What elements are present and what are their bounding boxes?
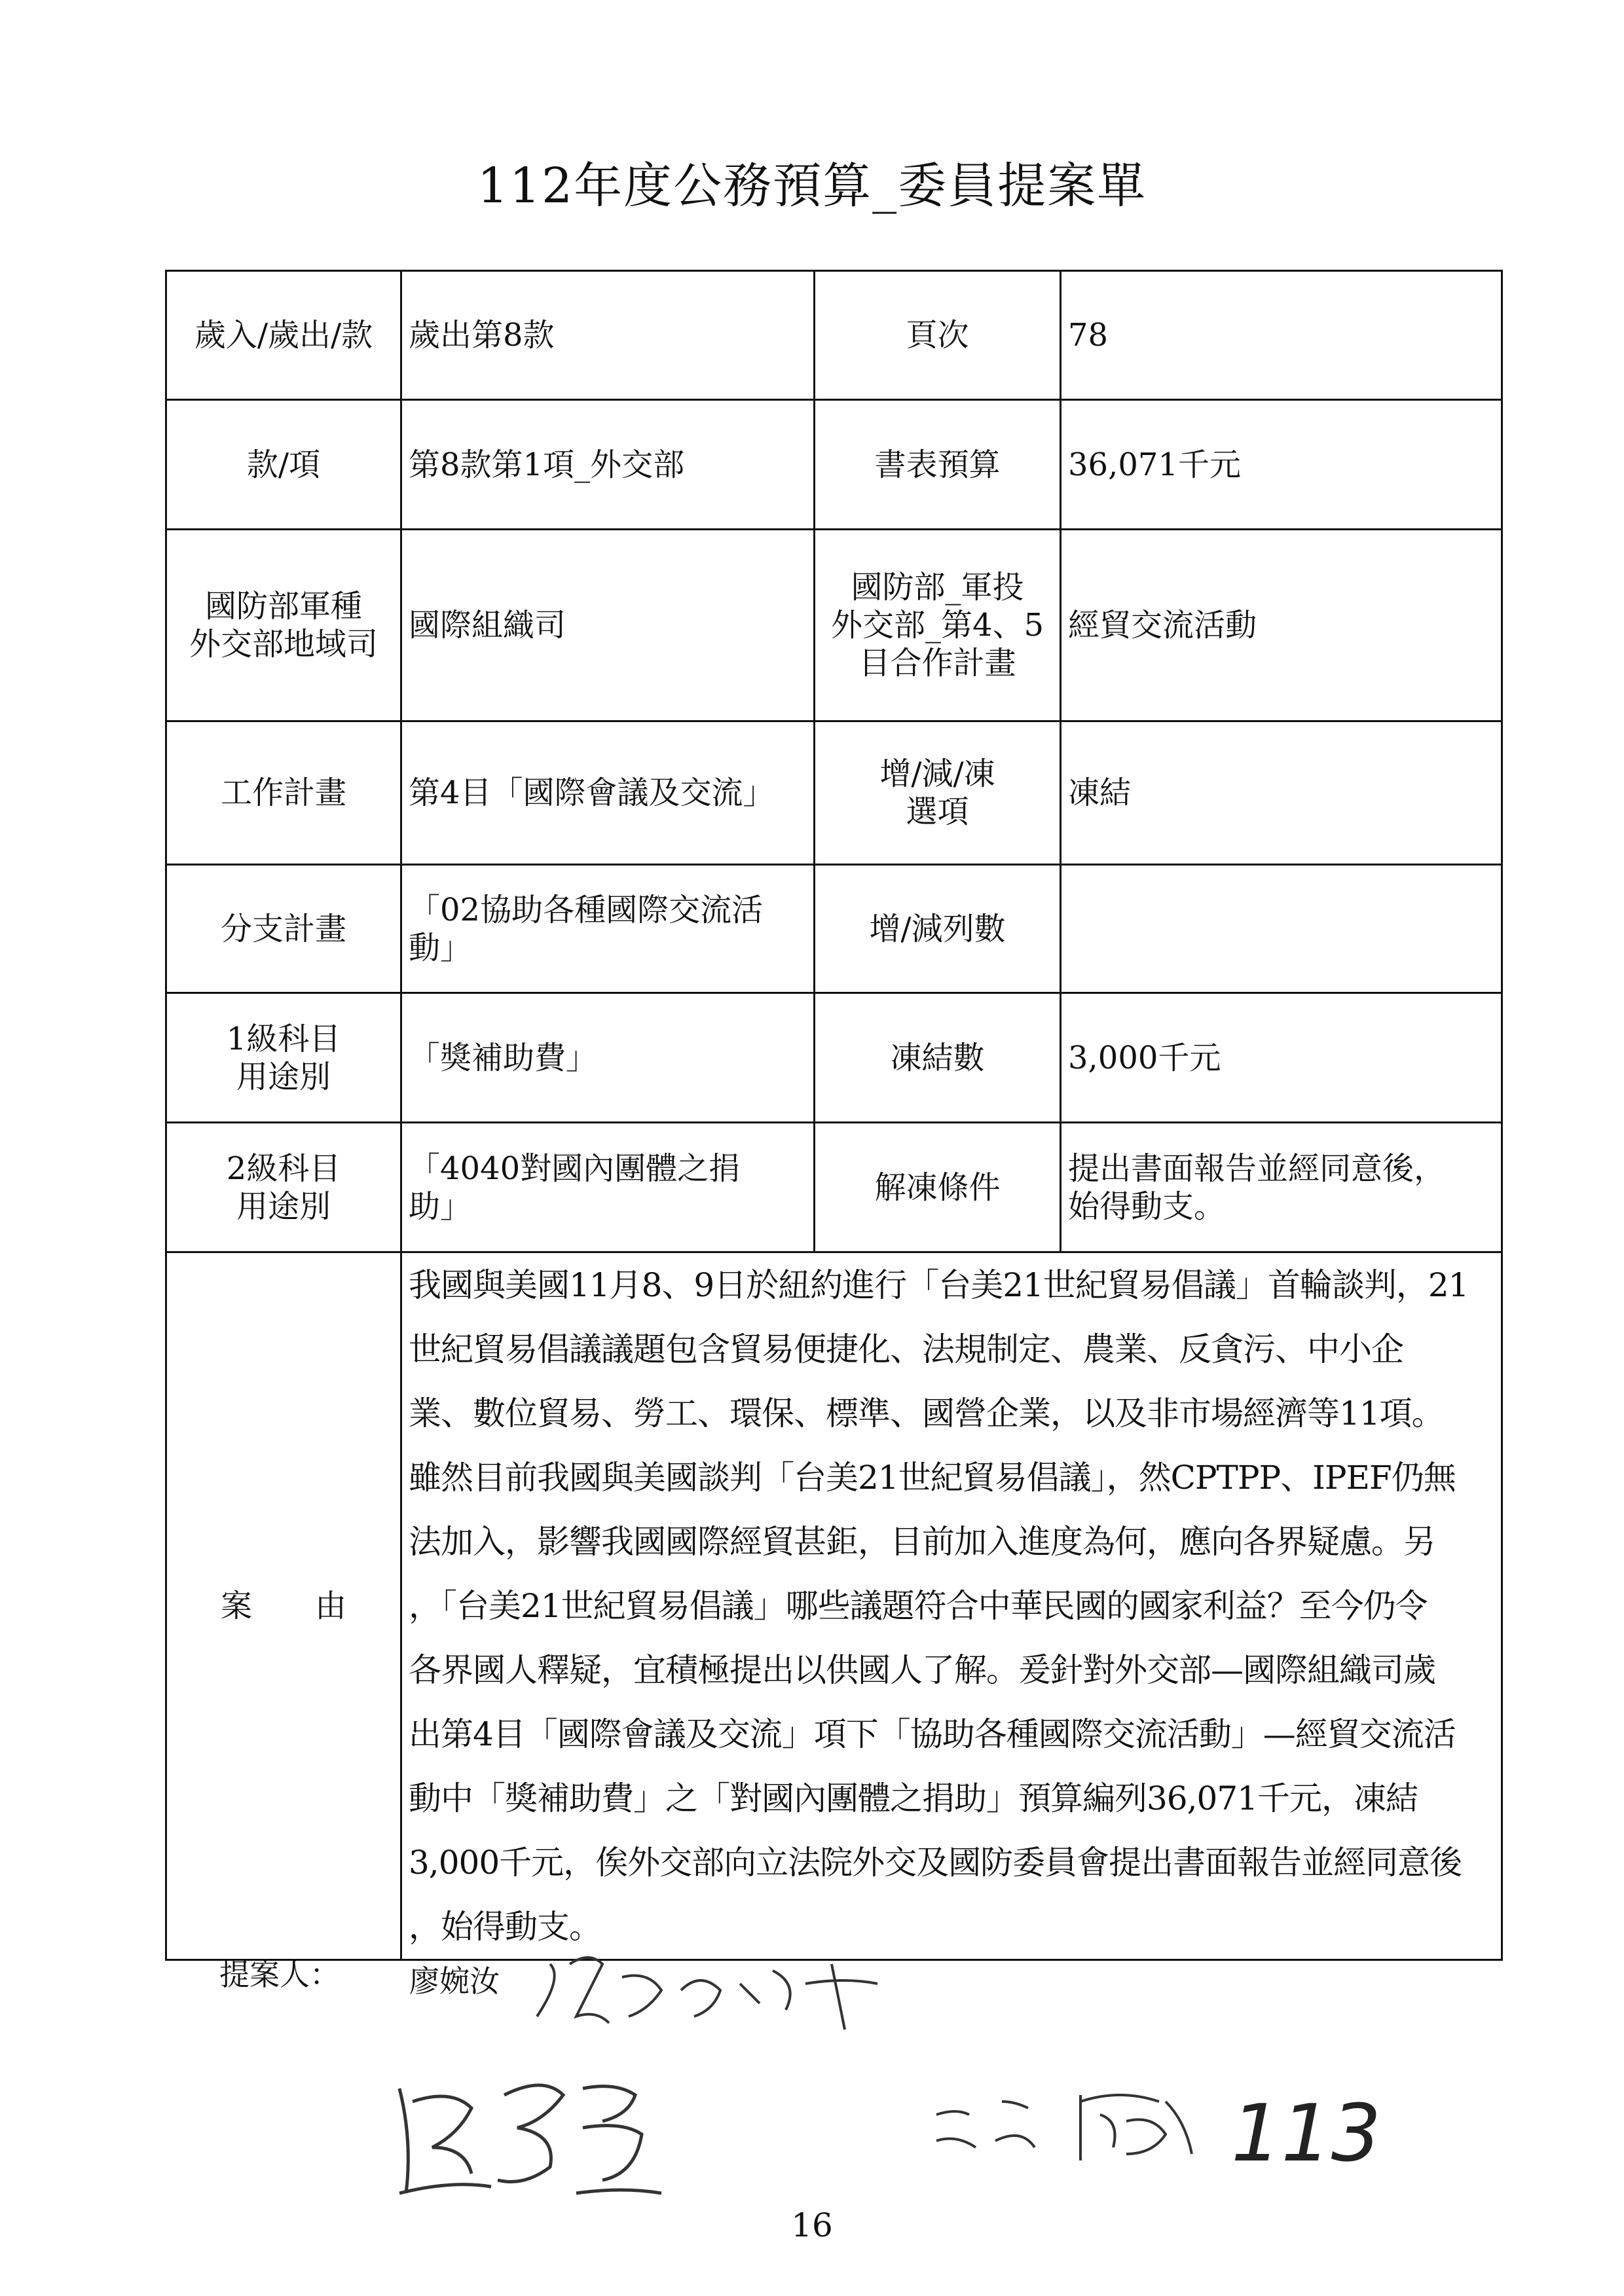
signature-2: [386, 2062, 688, 2213]
field-value: 「4040對國內團體之捐 助」: [401, 1123, 815, 1252]
table-row: [166, 271, 1502, 400]
field-label: 分支計畫: [166, 865, 401, 993]
field-value: 36,071千元: [1061, 400, 1502, 530]
field-label: 國防部_軍投 外交部_第4、5 目合作計畫: [815, 530, 1061, 721]
field-value: 國際組織司: [401, 530, 815, 721]
table-row: [166, 865, 1502, 993]
field-value: 「獎補助費」: [401, 993, 815, 1123]
reason-line: 業、數位貿易、勞工、環保、標準、國營企業，以及非市場經濟等11項。: [409, 1394, 1444, 1432]
field-value: 提出書面報告並經同意後， 始得動支。: [1061, 1123, 1502, 1252]
field-value: 第4目「國際會議及交流」: [401, 721, 815, 865]
proposer-name: 廖婉汝: [409, 1963, 500, 1999]
table-row: [166, 993, 1502, 1123]
field-label: 解凍條件: [815, 1123, 1061, 1252]
reason-label: 案 由: [166, 1252, 401, 1960]
reason-line: 各界國人釋疑，宜積極提出以供國人了解。爰針對外交部—國際組織司歲: [409, 1651, 1435, 1689]
reason-line: 世紀貿易倡議議題包含貿易便捷化、法規制定、農業、反貪污、中小企: [409, 1330, 1403, 1368]
reason-line: 我國與美國11月8、9日於紐約進行「台美21世紀貿易倡議」首輪談判，21: [409, 1266, 1469, 1304]
field-label: 款/項: [166, 400, 401, 530]
signature-1: [524, 1938, 891, 2043]
field-label: 工作計畫: [166, 721, 401, 865]
field-label: 頁次: [815, 271, 1061, 400]
reason-line: ，始得動支。: [409, 1908, 601, 1946]
field-value: 經貿交流活動: [1061, 530, 1502, 721]
page-number: 16: [791, 2206, 833, 2244]
field-label: 歲入/歲出/款: [166, 271, 401, 400]
field-label: 增/減列數: [815, 865, 1061, 993]
handwritten-number: 113: [1231, 2088, 1382, 2179]
table-row: [166, 530, 1502, 721]
field-label: 增/減/凍 選項: [815, 721, 1061, 865]
reason-row: [166, 1252, 1502, 1960]
reason-line: 雖然目前我國與美國談判「台美21世紀貿易倡議」，然CPTPP、IPEF仍無: [409, 1459, 1456, 1497]
field-value: 凍結: [1061, 721, 1502, 865]
reason-line: 出第4目「國際會議及交流」項下「協助各種國際交流活動」—經貿交流活: [409, 1715, 1456, 1753]
table-row: [166, 721, 1502, 865]
field-label: 1級科目 用途別: [166, 993, 401, 1123]
table-row: [166, 400, 1502, 530]
field-label: 書表預算: [815, 400, 1061, 530]
field-value: 歲出第8款: [401, 271, 815, 400]
proposer-label: 提案人：: [219, 1957, 340, 1992]
field-label: 凍結數: [815, 993, 1061, 1123]
signature-3: [930, 2075, 1205, 2174]
reason-line: 3,000千元，俟外交部向立法院外交及國防委員會提出書面報告並經同意後: [409, 1844, 1462, 1882]
reason-line: 法加入，影響我國國際經貿甚鉅，目前加入進度為何，應向各界疑慮。另: [409, 1523, 1435, 1561]
table-row: [166, 1123, 1502, 1252]
proposal-table: [165, 270, 1503, 1961]
reason-text: [401, 1252, 1502, 1960]
field-value: 3,000千元: [1061, 993, 1502, 1123]
reason-line: ，「台美21世紀貿易倡議」哪些議題符合中華民國的國家利益？至今仍令: [409, 1587, 1428, 1625]
field-value: 「02協助各種國際交流活 動」: [401, 865, 815, 993]
field-label: 2級科目 用途別: [166, 1123, 401, 1252]
field-value: 第8款第1項_外交部: [401, 400, 815, 530]
field-label: 國防部軍種 外交部地域司: [166, 530, 401, 721]
page-title: 112年度公務預算_委員提案單: [477, 158, 1147, 214]
reason-line: 動中「獎補助費」之「對國內團體之捐助」預算編列36,071千元，凍結: [409, 1779, 1418, 1817]
field-value: 78: [1061, 271, 1502, 400]
field-value: [1061, 865, 1502, 993]
